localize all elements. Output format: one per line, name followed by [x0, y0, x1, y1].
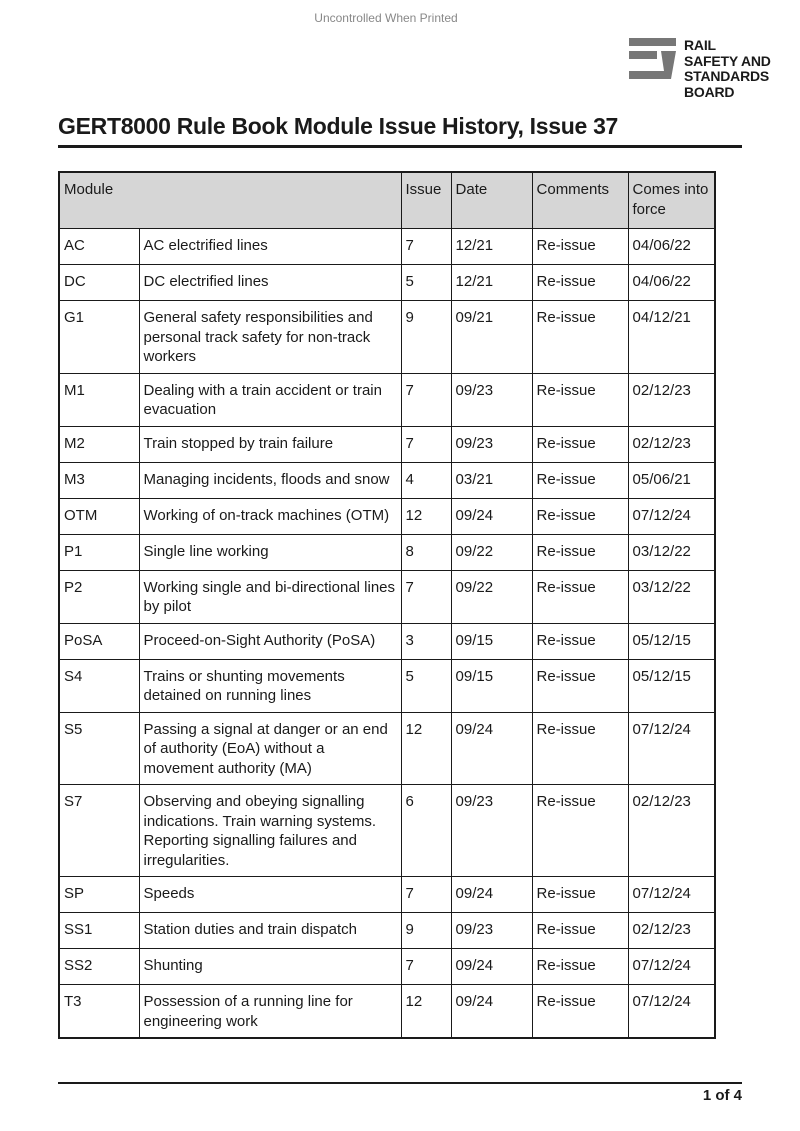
cell-module-code: M3 [59, 462, 139, 498]
cell-module-name: Shunting [139, 949, 401, 985]
page-number: 1 of 4 [702, 1087, 742, 1104]
cell-issue: 4 [401, 462, 451, 498]
cell-comes-into-force: 03/12/22 [628, 570, 715, 623]
rssb-logo-mark-icon [628, 38, 678, 84]
cell-issue: 5 [401, 265, 451, 301]
cell-module-code: G1 [59, 301, 139, 374]
cell-comes-into-force: 05/12/15 [628, 659, 715, 712]
cell-issue: 12 [401, 985, 451, 1039]
cell-issue: 8 [401, 534, 451, 570]
table-body [59, 229, 715, 1039]
title-divider [58, 145, 742, 148]
cell-issue: 7 [401, 373, 451, 426]
rssb-logo [628, 38, 778, 100]
cell-comments: Re-issue [532, 913, 628, 949]
cell-module-code: M1 [59, 373, 139, 426]
cell-module-name: Speeds [139, 877, 401, 913]
cell-date: 09/24 [451, 877, 532, 913]
footer-divider [58, 1082, 742, 1084]
table-row [59, 985, 715, 1039]
cell-date: 12/21 [451, 265, 532, 301]
cell-date: 09/24 [451, 712, 532, 785]
header-module: Module [59, 172, 401, 229]
cell-module-code: OTM [59, 498, 139, 534]
table-row [59, 229, 715, 265]
cell-comes-into-force: 02/12/23 [628, 373, 715, 426]
cell-date: 09/24 [451, 949, 532, 985]
cell-comments: Re-issue [532, 659, 628, 712]
cell-comes-into-force: 02/12/23 [628, 785, 715, 877]
cell-module-code: SP [59, 877, 139, 913]
cell-date: 09/24 [451, 985, 532, 1039]
header-date: Date [451, 172, 532, 229]
table-row [59, 498, 715, 534]
cell-module-name: Managing incidents, floods and snow [139, 462, 401, 498]
cell-comments: Re-issue [532, 985, 628, 1039]
logo-line-1: RAIL [684, 37, 716, 53]
table-row [59, 373, 715, 426]
cell-comments: Re-issue [532, 462, 628, 498]
cell-module-code: T3 [59, 985, 139, 1039]
table-row [59, 949, 715, 985]
cell-comes-into-force: 07/12/24 [628, 498, 715, 534]
cell-module-name: Dealing with a train accident or train evacuation [139, 373, 401, 426]
logo-wordmark [684, 38, 771, 100]
cell-comments: Re-issue [532, 373, 628, 426]
cell-module-code: DC [59, 265, 139, 301]
cell-date: 09/15 [451, 659, 532, 712]
cell-comments: Re-issue [532, 877, 628, 913]
logo-line-3: STANDARDS [684, 68, 770, 84]
cell-module-name: Working of on-track machines (OTM) [139, 498, 401, 534]
cell-date: 09/22 [451, 570, 532, 623]
cell-module-name: Working single and bi-directional lines by pilot [139, 570, 401, 623]
cell-issue: 12 [401, 498, 451, 534]
cell-module-name: Observing and obeying signalling indications. Train warning systems. Reporting signalling failures and irregularities. [139, 785, 401, 877]
cell-issue: 9 [401, 913, 451, 949]
cell-comes-into-force: 07/12/24 [628, 985, 715, 1039]
cell-module-code: P1 [59, 534, 139, 570]
cell-module-name: Train stopped by train failure [139, 426, 401, 462]
cell-module-code: S5 [59, 712, 139, 785]
table-row [59, 534, 715, 570]
cell-comments: Re-issue [532, 570, 628, 623]
cell-comes-into-force: 04/06/22 [628, 265, 715, 301]
table-row [59, 462, 715, 498]
cell-module-code: AC [59, 229, 139, 265]
cell-comes-into-force: 02/12/23 [628, 913, 715, 949]
cell-issue: 7 [401, 229, 451, 265]
cell-date: 09/22 [451, 534, 532, 570]
cell-issue: 7 [401, 949, 451, 985]
table-row [59, 913, 715, 949]
header-comes-into-force: Comes into force [628, 172, 715, 229]
cell-comes-into-force: 07/12/24 [628, 877, 715, 913]
table-row [59, 265, 715, 301]
cell-module-code: PoSA [59, 623, 139, 659]
table-row [59, 877, 715, 913]
cell-date: 09/23 [451, 373, 532, 426]
cell-module-name: Proceed-on-Sight Authority (PoSA) [139, 623, 401, 659]
cell-module-code: S4 [59, 659, 139, 712]
cell-comments: Re-issue [532, 712, 628, 785]
cell-issue: 3 [401, 623, 451, 659]
cell-module-code: S7 [59, 785, 139, 877]
cell-comes-into-force: 03/12/22 [628, 534, 715, 570]
cell-date: 12/21 [451, 229, 532, 265]
cell-issue: 7 [401, 570, 451, 623]
cell-comments: Re-issue [532, 785, 628, 877]
cell-module-name: General safety responsibilities and personal track safety for non-track workers [139, 301, 401, 374]
cell-issue: 9 [401, 301, 451, 374]
cell-date: 09/21 [451, 301, 532, 374]
cell-date: 09/24 [451, 498, 532, 534]
cell-comes-into-force: 05/06/21 [628, 462, 715, 498]
cell-date: 09/23 [451, 426, 532, 462]
cell-module-code: SS2 [59, 949, 139, 985]
cell-module-name: Single line working [139, 534, 401, 570]
issue-history-table [58, 171, 716, 1039]
cell-module-code: M2 [59, 426, 139, 462]
cell-module-name: Station duties and train dispatch [139, 913, 401, 949]
cell-comments: Re-issue [532, 229, 628, 265]
cell-comes-into-force: 04/06/22 [628, 229, 715, 265]
table-row [59, 712, 715, 785]
cell-comes-into-force: 05/12/15 [628, 623, 715, 659]
cell-module-name: Passing a signal at danger or an end of authority (EoA) without a movement authority (MA) [139, 712, 401, 785]
cell-module-name: Possession of a running line for engineering work [139, 985, 401, 1039]
cell-issue: 6 [401, 785, 451, 877]
cell-module-code: P2 [59, 570, 139, 623]
table-row [59, 623, 715, 659]
document-title: GERT8000 Rule Book Module Issue History, Issue 37 [58, 113, 619, 139]
header-issue: Issue [401, 172, 451, 229]
logo-line-2: SAFETY AND [684, 52, 771, 69]
cell-comments: Re-issue [532, 265, 628, 301]
header-comments: Comments [532, 172, 628, 229]
cell-date: 09/23 [451, 913, 532, 949]
cell-comments: Re-issue [532, 426, 628, 462]
cell-date: 09/15 [451, 623, 532, 659]
table-row [59, 426, 715, 462]
cell-date: 03/21 [451, 462, 532, 498]
cell-comments: Re-issue [532, 949, 628, 985]
cell-module-name: Trains or shunting movements detained on running lines [139, 659, 401, 712]
cell-issue: 7 [401, 877, 451, 913]
cell-issue: 7 [401, 426, 451, 462]
table-row [59, 659, 715, 712]
cell-comes-into-force: 04/12/21 [628, 301, 715, 374]
cell-comes-into-force: 07/12/24 [628, 712, 715, 785]
cell-comments: Re-issue [532, 498, 628, 534]
cell-date: 09/23 [451, 785, 532, 877]
table-row [59, 570, 715, 623]
cell-issue: 5 [401, 659, 451, 712]
table-row [59, 301, 715, 374]
cell-comments: Re-issue [532, 534, 628, 570]
cell-module-name: DC electrified lines [139, 265, 401, 301]
cell-comes-into-force: 07/12/24 [628, 949, 715, 985]
logo-line-4: BOARD [684, 83, 735, 100]
watermark-text: Uncontrolled When Printed [314, 11, 458, 25]
cell-issue: 12 [401, 712, 451, 785]
cell-comes-into-force: 02/12/23 [628, 426, 715, 462]
table-row [59, 785, 715, 877]
table-header-row [59, 172, 715, 229]
cell-module-name: AC electrified lines [139, 229, 401, 265]
cell-module-code: SS1 [59, 913, 139, 949]
cell-comments: Re-issue [532, 623, 628, 659]
cell-comments: Re-issue [532, 301, 628, 374]
